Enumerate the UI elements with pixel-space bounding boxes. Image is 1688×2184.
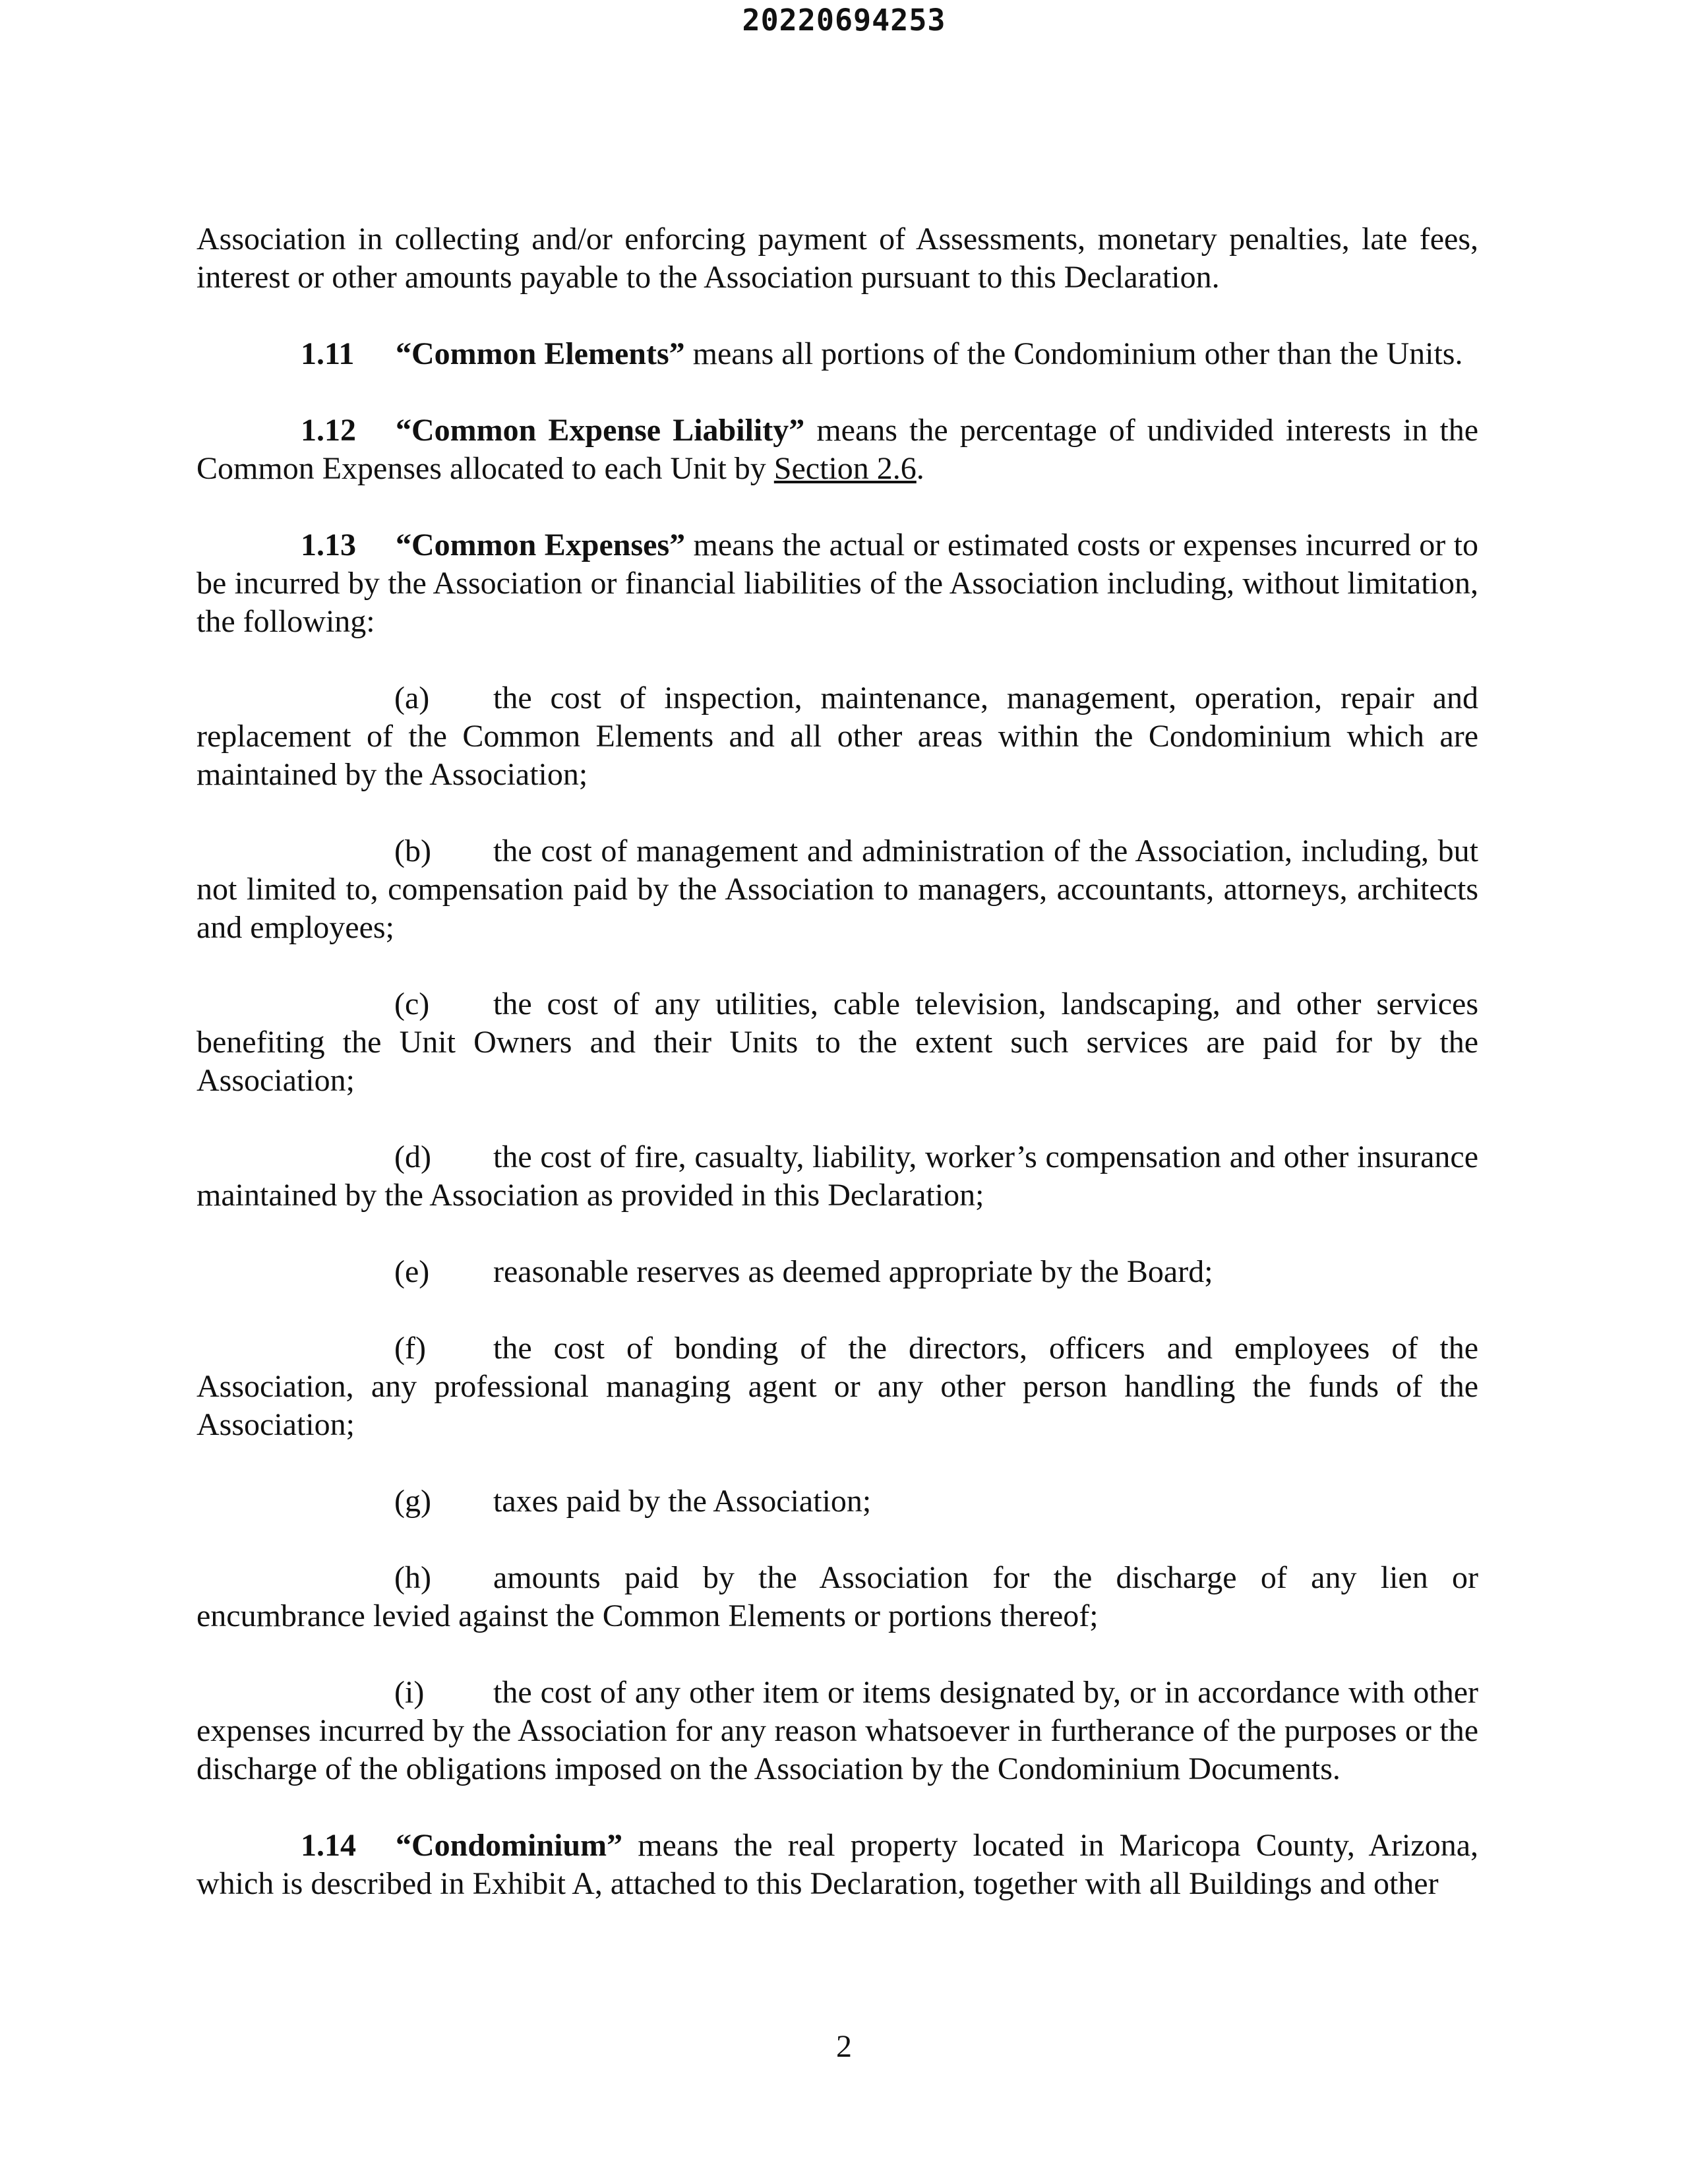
- list-item-f: [196, 1329, 1478, 1444]
- list-item-b: [196, 832, 1478, 947]
- definition-text: means the percentage of undivided interests in the Common Expenses allocated to each Unit by: [196, 413, 1478, 486]
- item-label: (a): [394, 681, 430, 715]
- item-text: the cost of management and administration of the Association, including, but not limited to, compensation paid by the Association to managers, accountants, attorneys, architects and employees;: [196, 834, 1478, 945]
- item-text: the cost of fire, casualty, liability, worker’s compensation and other insurance maintained by the Association as provided in this Declaration;: [196, 1139, 1478, 1213]
- section-number: 1.11: [301, 336, 355, 371]
- item-label: (i): [394, 1675, 425, 1710]
- section-1-11: [196, 335, 1478, 373]
- section-1-14: [196, 1827, 1478, 1903]
- list-item-c: [196, 985, 1478, 1100]
- list-item-g: [196, 1482, 1478, 1521]
- item-label: (b): [394, 834, 431, 868]
- intro-paragraph: Association in collecting and/or enforcing payment of Assessments, monetary penalties, late fees, interest or other amounts payable to the Association pursuant to this Declaration.: [196, 222, 1478, 295]
- item-label: (h): [394, 1560, 431, 1595]
- list-item-h: [196, 1559, 1478, 1635]
- item-text: the cost of inspection, maintenance, management, operation, repair and replacement of the Common Elements and all other areas within the Condominium which are maintained by the Association;: [196, 681, 1478, 792]
- definition-text: means the actual or estimated costs or expenses incurred or to be incurred by the Association or financial liabilities of the Association including, without limitation, the following:: [196, 528, 1479, 639]
- document-number: 20220694253: [742, 3, 946, 38]
- item-text: taxes paid by the Association;: [493, 1484, 872, 1519]
- item-label: (e): [394, 1254, 430, 1289]
- list-item-i: [196, 1674, 1478, 1788]
- section-1-13: [196, 526, 1478, 641]
- item-text: the cost of any other item or items designated by, or in accordance with other expenses incurred by the Association for any reason whatsoever in furtherance of the purposes or the discharge of the obligations imposed on the Association by the Condominium Documents.: [196, 1675, 1478, 1786]
- list-item-d: [196, 1138, 1478, 1215]
- defined-term: “Common Expense Liability”: [396, 413, 805, 448]
- defined-term: “Condominium”: [396, 1828, 623, 1863]
- section-number: 1.12: [301, 413, 356, 448]
- page-number: 2: [836, 2029, 852, 2064]
- definition-text-end: .: [916, 451, 924, 486]
- section-number: 1.14: [301, 1828, 356, 1863]
- document-body: [196, 220, 1478, 1903]
- definition-text: means all portions of the Condominium other than the Units.: [684, 336, 1463, 371]
- section-reference-link[interactable]: Section 2.6: [773, 451, 917, 486]
- section-number: 1.13: [301, 528, 356, 562]
- item-text: amounts paid by the Association for the discharge of any lien or encumbrance levied against the Common Elements or portions thereof;: [196, 1560, 1478, 1633]
- list-item-e: [196, 1253, 1478, 1291]
- list-item-a: [196, 679, 1478, 794]
- item-label: (f): [394, 1331, 426, 1366]
- defined-term: “Common Elements”: [396, 336, 685, 371]
- item-text: reasonable reserves as deemed appropriate by the Board;: [493, 1254, 1213, 1289]
- section-1-12: [196, 411, 1478, 488]
- item-text: the cost of any utilities, cable television, landscaping, and other services benefiting the Unit Owners and their Units to the extent such services are paid for by the Association;: [196, 986, 1478, 1098]
- defined-term: “Common Expenses”: [396, 528, 686, 562]
- definition-text: means the real property located in Maricopa County, Arizona, which is described in Exhibit A, attached to this Declaration, together with all Buildings and other: [196, 1828, 1478, 1901]
- item-text: the cost of bonding of the directors, officers and employees of the Association, any professional managing agent or any other person handling the funds of the Association;: [196, 1331, 1478, 1442]
- item-label: (g): [394, 1484, 431, 1519]
- item-label: (c): [394, 986, 430, 1021]
- item-label: (d): [394, 1139, 431, 1174]
